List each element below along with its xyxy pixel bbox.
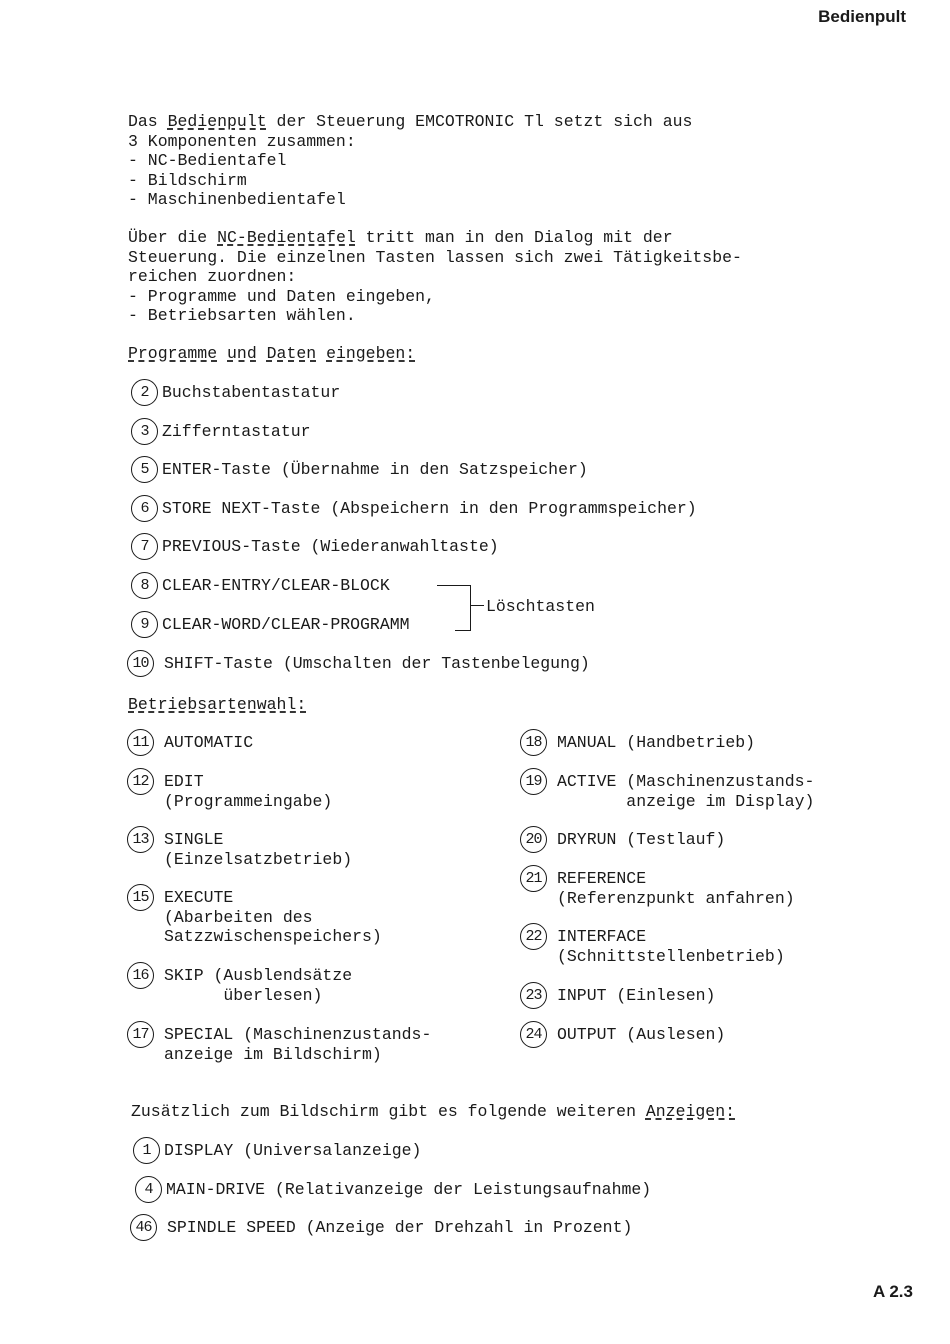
mode-label: MANUAL (Handbetrieb) xyxy=(557,733,756,752)
mode-number-circle: 12 xyxy=(127,768,154,795)
key-number-circle: 9 xyxy=(131,611,158,638)
display-label: SPINDLE SPEED (Anzeige der Drehzahl in Prozent) xyxy=(167,1218,633,1237)
mode-label: ACTIVE (Maschinenzustands- anzeige im Display) xyxy=(557,772,815,811)
key-item xyxy=(131,422,311,445)
heading-word: und xyxy=(227,344,257,363)
key-label: CLEAR-ENTRY/CLEAR-BLOCK xyxy=(162,576,390,595)
key-label: ENTER-Taste (Übernahme in den Satzspeicher) xyxy=(162,460,588,479)
mode-number-circle: 19 xyxy=(520,768,547,795)
term-anzeigen: Anzeigen: xyxy=(645,1102,736,1121)
mode-item xyxy=(520,869,795,908)
term-nc-bedientafel: NC-Bedientafel xyxy=(217,228,356,247)
mode-label: EDIT (Programmeingabe) xyxy=(164,772,333,811)
bullet-item: - Betriebsarten wählen. xyxy=(128,306,356,325)
bracket-top-line xyxy=(437,585,471,586)
key-number-circle: 8 xyxy=(131,572,158,599)
mode-item xyxy=(520,733,755,756)
intro-term-bedienpult: Bedienpult xyxy=(167,112,267,131)
key-label: Buchstabentastatur xyxy=(162,383,341,402)
mode-label: EXECUTE (Abarbeiten des Satzzwischenspeichers) xyxy=(164,888,382,946)
mode-item xyxy=(520,830,725,853)
bullet-item: - Programme und Daten eingeben, xyxy=(128,286,435,306)
mode-label: REFERENCE (Referenzpunkt anfahren) xyxy=(557,869,795,908)
display-number-circle: 4 xyxy=(135,1176,162,1203)
displays-intro-text: Zusätzlich zum Bildschirm gibt es folgende weiteren xyxy=(131,1102,646,1121)
mode-item xyxy=(127,772,332,811)
header-title: Bedienpult xyxy=(818,7,906,26)
bracket-mid-tick xyxy=(470,605,484,606)
mode-label: SKIP (Ausblendsätze überlesen) xyxy=(164,966,353,1005)
key-item xyxy=(131,383,340,406)
intro-text: Das xyxy=(128,112,168,131)
intro-text-rest: der Steuerung EMCOTRONIC Tl setzt sich aus xyxy=(266,112,693,131)
mode-item xyxy=(520,1025,725,1048)
key-label: Zifferntastatur xyxy=(162,422,311,441)
mode-number-circle: 18 xyxy=(520,729,547,756)
key-item xyxy=(131,576,390,599)
mode-number-circle: 23 xyxy=(520,982,547,1009)
key-item xyxy=(131,615,410,638)
bracket-bottom-line xyxy=(455,630,471,631)
bracket-label-loeschtasten: Löschtasten xyxy=(486,597,595,616)
key-number-circle: 3 xyxy=(131,418,158,445)
key-item xyxy=(131,460,588,483)
page-number: A 2.3 xyxy=(872,1282,913,1301)
mode-item xyxy=(127,888,382,947)
para-text-rest: tritt man in den Dialog mit der xyxy=(355,228,673,247)
mode-item xyxy=(127,1025,431,1064)
section-heading-programme xyxy=(128,344,415,364)
mode-number-circle: 17 xyxy=(127,1021,154,1048)
mode-item xyxy=(127,966,352,1005)
display-number-circle: 46 xyxy=(130,1214,157,1241)
key-number-circle: 6 xyxy=(131,495,158,522)
key-label: PREVIOUS-Taste (Wiederanwahltaste) xyxy=(162,537,499,556)
mode-label: DRYRUN (Testlauf) xyxy=(557,830,726,849)
display-label: DISPLAY (Universalanzeige) xyxy=(164,1141,422,1160)
mode-label: INTERFACE (Schnittstellenbetrieb) xyxy=(557,927,785,966)
component-item: - Bildschirm xyxy=(128,170,247,190)
mode-label: INPUT (Einlesen) xyxy=(557,986,716,1005)
mode-number-circle: 21 xyxy=(520,865,547,892)
display-item xyxy=(130,1218,632,1241)
key-label: STORE NEXT-Taste (Abspeichern in den Programmspeicher) xyxy=(162,499,697,518)
mode-label: SINGLE (Einzelsatzbetrieb) xyxy=(164,830,353,869)
mode-item xyxy=(127,733,253,756)
mode-number-circle: 13 xyxy=(127,826,154,853)
display-item xyxy=(135,1180,651,1203)
mode-number-circle: 11 xyxy=(127,729,154,756)
display-label: MAIN-DRIVE (Relativanzeige der Leistungsaufnahme) xyxy=(166,1180,652,1199)
mode-number-circle: 16 xyxy=(127,962,154,989)
heading-text: Betriebsartenwahl: xyxy=(128,695,307,714)
mode-item xyxy=(520,986,715,1009)
heading-word: Programme xyxy=(128,344,218,363)
para-line-2: Steuerung. Die einzelnen Tasten lassen sich zwei Tätigkeitsbe- xyxy=(128,247,742,267)
mode-number-circle: 24 xyxy=(520,1021,547,1048)
mode-label: AUTOMATIC xyxy=(164,733,254,752)
key-number-circle: 7 xyxy=(131,533,158,560)
mode-item xyxy=(520,772,814,811)
nc-panel-paragraph xyxy=(128,228,742,326)
heading-word: Daten xyxy=(266,344,317,363)
displays-intro xyxy=(131,1102,735,1122)
mode-number-circle: 20 xyxy=(520,826,547,853)
key-item xyxy=(131,537,499,560)
component-item: - NC-Bedientafel xyxy=(128,151,287,170)
section-heading-betriebsarten xyxy=(128,695,306,715)
key-number-circle: 2 xyxy=(131,379,158,406)
key-label: CLEAR-WORD/CLEAR-PROGRAMM xyxy=(162,615,410,634)
heading-word: eingeben: xyxy=(326,344,416,363)
intro-line-2: 3 Komponenten zusammen: xyxy=(128,131,356,151)
component-item: - Maschinenbedientafel xyxy=(128,190,346,209)
mode-item xyxy=(127,830,352,869)
mode-label: SPECIAL (Maschinenzustands- anzeige im Bildschirm) xyxy=(164,1025,432,1064)
intro-paragraph xyxy=(128,112,692,210)
para-line-3: reichen zuordnen: xyxy=(128,267,297,286)
mode-item xyxy=(520,927,785,966)
mode-label: OUTPUT (Auslesen) xyxy=(557,1025,726,1044)
display-number-circle: 1 xyxy=(133,1137,160,1164)
key-item xyxy=(127,654,590,677)
bracket-vertical-line xyxy=(470,585,471,631)
display-item xyxy=(133,1141,421,1164)
key-number-circle: 5 xyxy=(131,456,158,483)
mode-number-circle: 22 xyxy=(520,923,547,950)
key-label: SHIFT-Taste (Umschalten der Tastenbelegung) xyxy=(164,654,590,673)
para-text: Über die xyxy=(128,228,218,247)
mode-number-circle: 15 xyxy=(127,884,154,911)
key-number-circle: 10 xyxy=(127,650,154,677)
key-item xyxy=(131,499,697,522)
